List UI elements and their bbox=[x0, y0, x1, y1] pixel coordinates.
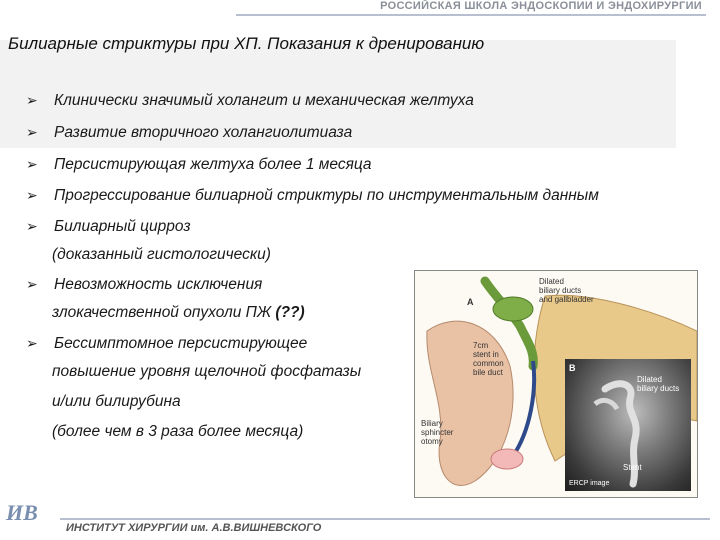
list-item: ➢ Развитие вторичного холангиолитиаза bbox=[26, 124, 353, 141]
bullet-arrow-icon: ➢ bbox=[26, 218, 38, 234]
list-item: ➢ Клинически значимый холангит и механическая желтуха bbox=[26, 92, 474, 109]
header-divider bbox=[236, 14, 706, 16]
list-item: ➢ Невозможность исключения bbox=[26, 276, 263, 293]
list-item: ➢ Билиарный цирроз bbox=[26, 218, 191, 235]
bullet-arrow-icon: ➢ bbox=[26, 276, 38, 292]
bullet-arrow-icon: ➢ bbox=[26, 156, 38, 172]
dilated-ducts-gb-label: Dilated biliary ducts and gallbladder bbox=[539, 277, 594, 304]
list-item-continuation: злокачественной опухоли ПЖ (??) bbox=[52, 304, 305, 321]
stent-label: Stent bbox=[623, 463, 642, 472]
ercp-image-caption: ERCP image bbox=[569, 480, 610, 487]
stent-illustration: A Dilated biliary ducts and gallbladder 7cm stent in common bile duct Biliary sphincter otomy B Dilated biliary ducts Stent ERCP image bbox=[414, 270, 698, 498]
list-item-continuation: (более чем в 3 раза более месяца) bbox=[52, 423, 304, 440]
list-item-continuation: повышение уровня щелочной фосфатазы bbox=[52, 363, 362, 380]
sphincterotomy-label: Biliary sphincter otomy bbox=[421, 419, 454, 446]
list-item-continuation: (доказанный гистологически) bbox=[52, 246, 271, 263]
list-item: ➢ Бессимптомное персистирующее bbox=[26, 335, 308, 352]
ercp-xray-image: B Dilated biliary ducts Stent ERCP image bbox=[565, 359, 691, 491]
bullet-arrow-icon: ➢ bbox=[26, 92, 38, 108]
bullet-arrow-icon: ➢ bbox=[26, 124, 38, 140]
list-item: ➢ Персистирующая желтуха более 1 месяца bbox=[26, 156, 372, 173]
list-item-continuation: и/или билирубина bbox=[52, 393, 181, 410]
bullet-arrow-icon: ➢ bbox=[26, 335, 38, 351]
dilated-ducts-label: Dilated biliary ducts bbox=[637, 375, 680, 393]
header-school-name: РОССИЙСКАЯ ШКОЛА ЭНДОСКОПИИ И ЭНДОХИРУРГИИ bbox=[380, 0, 702, 12]
institute-logo: ИВ bbox=[6, 500, 38, 525]
stent-cbd-label: 7cm stent in common bile duct bbox=[473, 341, 504, 377]
bullet-arrow-icon: ➢ bbox=[26, 187, 38, 203]
footer-institute-name: ИНСТИТУТ ХИРУРГИИ им. А.В.ВИШНЕВСКОГО bbox=[66, 522, 322, 534]
slide-title: Билиарные стриктуры при ХП. Показания к дренированию bbox=[8, 34, 485, 53]
list-item: ➢ Прогрессирование билиарной стриктуры по инструментальным данным bbox=[26, 187, 599, 204]
footer-divider bbox=[60, 518, 710, 520]
